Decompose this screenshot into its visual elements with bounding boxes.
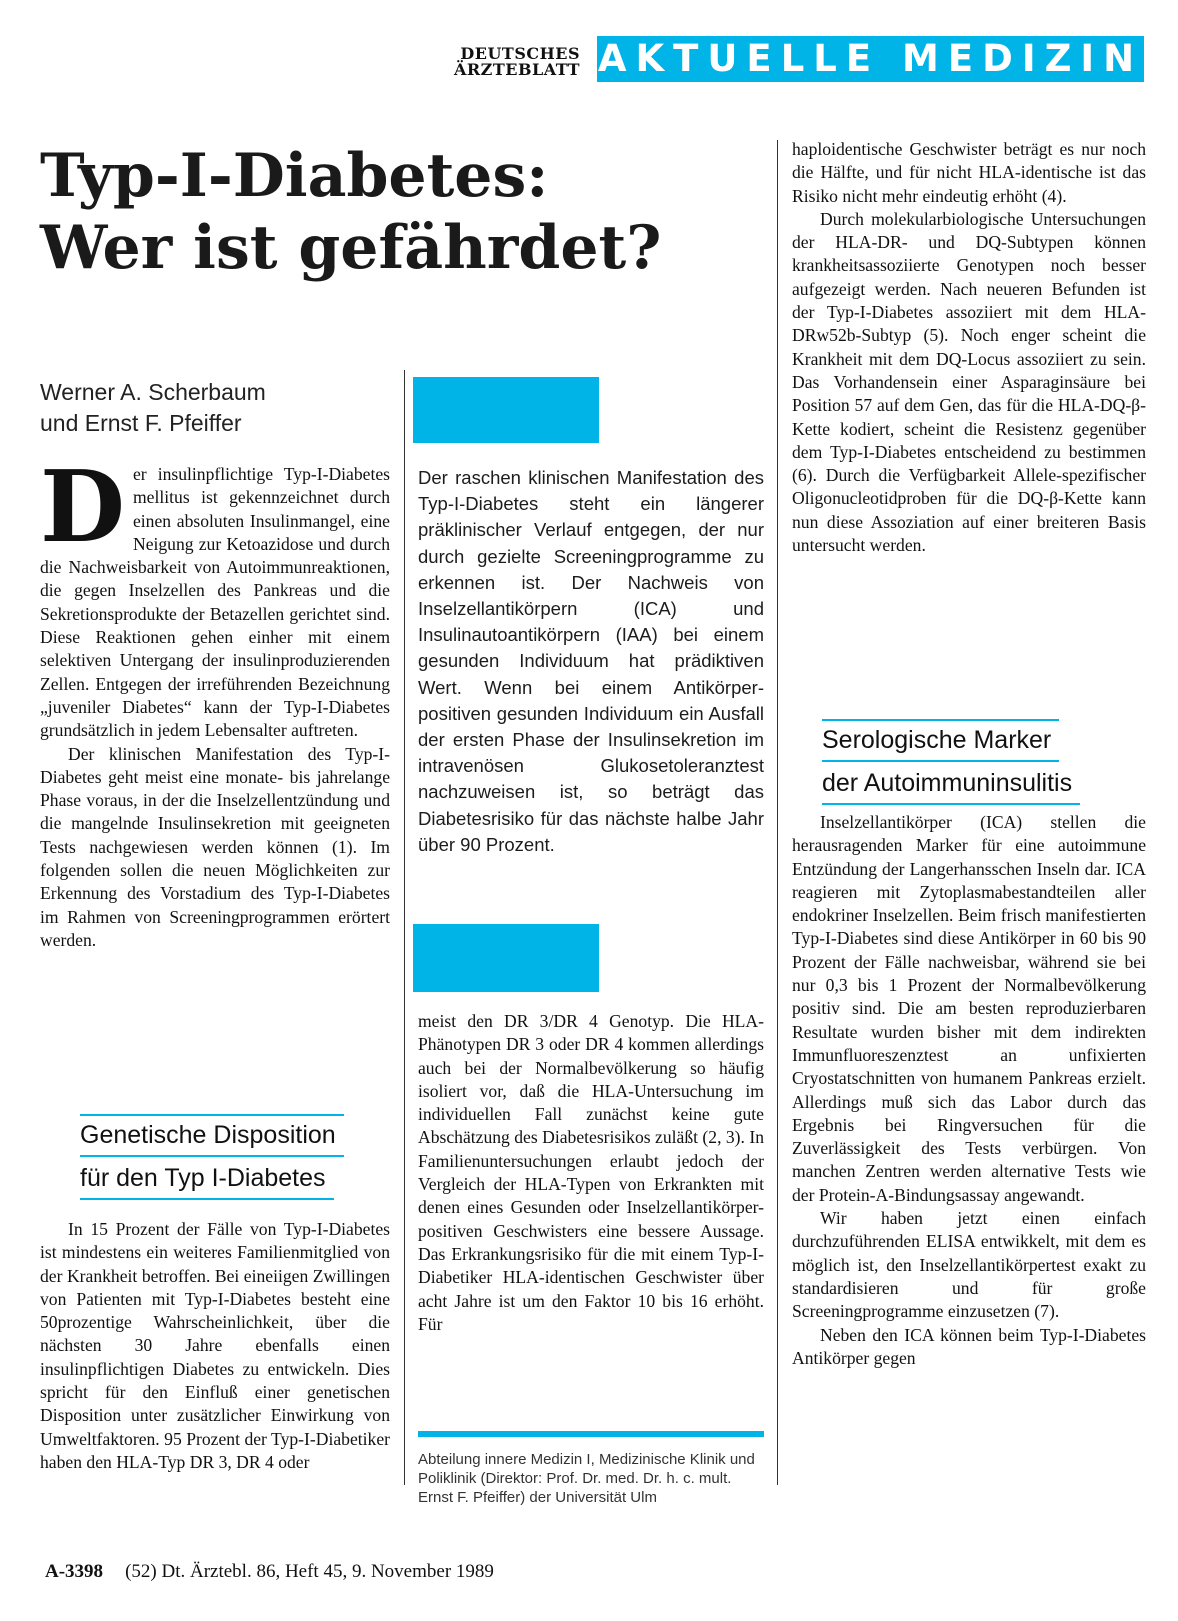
paragraph: haploidentische Geschwister beträgt es nur noch die Hälfte, und für nicht HLA-identische ist das Risiko nicht mehr eindeutig erhöht (4).: [792, 139, 1146, 206]
intro-paragraph: [40, 450, 390, 743]
title-line1: Typ-I-Diabetes:: [40, 141, 549, 211]
column-right-top: [792, 138, 1146, 557]
paragraph: In 15 Prozent der Fälle von Typ-I-Diabetes ist mindestens ein weiteres Familienmitglied von der Krankheit betroffen. Bei eineiigen Zwillingen von Patienten mit Typ-I-Diabetes besteht eine 50prozentige Wahrscheinlichkeit, über die nächsten 30 Jahre ebenfalls einen insulinpflichtigen Diabetes zu entwickeln. Dies spricht für den Einfluß einer genetischen Disposition unter zusätzlicher Einwirkung von Umweltfaktoren. 95 Prozent der Typ-I-Diabetiker haben den HLA-Typ DR 3, DR 4 oder: [40, 1219, 390, 1472]
accent-block-top: [413, 377, 599, 443]
author-line2: und Ernst F. Pfeiffer: [40, 410, 242, 436]
subheading-serological-markers: [822, 719, 1080, 807]
accent-block-middle: [413, 924, 599, 992]
subheading-genetic-disposition: [80, 1114, 344, 1202]
paragraph: Neben den ICA können beim Typ-I-Diabetes Antikörper gegen: [792, 1324, 1146, 1368]
page-number: A-3398: [45, 1561, 104, 1582]
paragraph: meist den DR 3/DR 4 Genotyp. Die HLA-Phänotypen DR 3 oder DR 4 kommen allerdings auch bei der Normalbevölkerung so häufig isoliert vor, daß die HLA-Untersuchung im individuellen Fall zunächst keine gute Abschätzung des Diabetesrisikos zuläßt (2, 3). In Familienuntersuchungen erlaubt jedoch der Vergleich der HLA-Typen von Erkrankten mit denen eines Gesunden oder Inselzellantikörper-positiven Geschwisters eine bessere Aussage. Das Erkrankungsrisiko für die mit einem Typ-I-Diabetiker HLA-identischen Geschwister über acht Jahre ist um den Faktor 10 bis 16 erhöht. Für: [418, 1011, 764, 1334]
column-rule-left: [404, 370, 405, 1485]
journal-logo: [412, 46, 580, 78]
abstract: [418, 465, 764, 858]
masthead: [0, 36, 1178, 82]
paragraph: Durch molekularbiologische Untersuchungen der HLA-DR- und DQ-Subtypen können krankheitsassoziierte Genotypen noch besser aufgezeigt werden. Nach neueren Befunden ist der Typ-I-Diabetes assoziiert mit dem HLA-DRw52b-Subtyp (5). Noch enger scheint die Krankheit mit dem DQ-Locus assoziiert zu sein. Das Vorhandensein einer Asparaginsäure bei Position 57 auf dem Gen, das für die HLA-DQ-β-Kette kodiert, scheint die Resistenz gegenüber dem Typ-I-Diabetes entscheidend zu bestimmen (6). Durch die Verfügbarkeit Allele-spezifischer Oligonucleotidproben für die DQ-β-Kette kann nun diese Assoziation auf einer breiteren Basis untersucht werden.: [792, 208, 1146, 556]
intro-text: er insulinpflichtige Typ-I-Diabetes mellitus ist gekennzeichnet durch einen absoluten Insulinmangel, eine Neigung zur Ketoazidose und durch die Nachweisbarkeit von Autoimmunreaktionen, die gegen Inselzellen des Pankreas und die Sekretionsprodukte der Betazellen gerichtet sind. Diese Reaktionen gehen einher mit einem selektiven Untergang der insulinproduzierenden Zellen. Entgegen der irreführenden Bezeichnung „juveniler Diabetes“ kann der Typ-I-Diabetes grundsätzlich in jedem Lebensalter auftreten.: [40, 464, 390, 741]
paragraph: Wir haben jetzt einen einfach durchzuführenden ELISA entwikkelt, mit dem es möglich ist, den Inselzellantikörpertest exakt zu standardisieren und für große Screeningprogramme einzusetzen (7).: [792, 1208, 1146, 1322]
abstract-text: Der raschen klinischen Manifestation des Typ-I-Diabetes steht ein längerer präklinischer Verlauf entgegen, der nur durch gezielte Screeningprogramme zu erkennen ist. Der Nachweis von Inselzellantikörpern (ICA) und Insulinautoantikörpern (IAA) bei einem gesunden Individuum hat prädiktiven Wert. Wenn bei einem Antikörper-positiven gesunden Individuum ein Ausfall der ersten Phase der Insulinsekretion im intravenösen Glukosetoleranztest nachzuweisen ist, so beträgt das Diabetesrisiko für das nächste halbe Jahr über 90 Prozent.: [418, 467, 764, 855]
subheading-line2: der Autoimmuninsulitis: [822, 764, 1080, 805]
subheading-line2: für den Typ I-Diabetes: [80, 1159, 334, 1200]
affiliation-footnote: Abteilung innere Medizin I, Medizinische Klinik und Poliklinik (Direktor: Prof. Dr. med. Dr. h. c. mult. Ernst F. Pfeiffer) der Universität Ulm: [418, 1451, 755, 1506]
column-left-bottom: [40, 1218, 390, 1474]
section-banner: AKTUELLE MEDIZIN: [597, 37, 1144, 80]
article-title: [40, 140, 770, 284]
author-line1: Werner A. Scherbaum: [40, 379, 266, 405]
journal-name-line2: ÄRZTEBLATT: [453, 60, 580, 79]
paragraph: Inselzellantikörper (ICA) stellen die herausragenden Marker für eine autoimmune Entzündung der Langerhansschen Inseln dar. ICA reagieren mit Zytoplasmabestandteilen aller endokriner Inselzellen. Beim frisch manifestierten Typ-I-Diabetes sind diese Antikörper in 60 bis 90 Prozent der Fälle nachweisbar, während sie bei nur 0,3 bis 1 Prozent der Normalbevölkerung positiv sind. Die am besten reproduzierbaren Resultate wurden bisher mit dem indirekten Immunfluoreszenztest an unfixierten Cryostatschnitten von humanem Pankreas erzielt. Allerdings muß sich das Labor durch das Ergebnis bei Ringversuchen für die Zuverlässigkeit des Tests verbürgen. Von manchen Zentren werden alternative Tests wie der Protein-A-Bindungsassay angewandt.: [792, 812, 1146, 1205]
citation: (52) Dt. Ärztebl. 86, Heft 45, 9. November 1989: [125, 1561, 494, 1582]
title-line2: Wer ist gefährdet?: [40, 213, 662, 283]
column-right-bottom: [792, 811, 1146, 1370]
subheading-line1: Serologische Marker: [822, 719, 1059, 762]
column-rule-right: [777, 140, 778, 1485]
column-left-top: [40, 450, 390, 952]
journal-name-line1: DEUTSCHES: [460, 44, 580, 63]
authors: [40, 377, 370, 439]
footnote-rule: [418, 1431, 764, 1437]
subheading-line1: Genetische Disposition: [80, 1114, 344, 1157]
page-footer: [45, 1560, 745, 1584]
column-middle: [418, 1010, 764, 1336]
paragraph: Der klinischen Manifestation des Typ-I-Diabetes geht meist eine monate- bis jahrelange Phase voraus, in der die Inselzellentzündung und die mangelnde Insulinsekretion mit geeigneten Tests nachgewiesen werden können (1). Im folgenden sollen die neuen Möglichkeiten zur Erkennung des Vorstadium des Typ-I-Diabetes im Rahmen von Screeningprogrammen erörtert werden.: [40, 743, 390, 950]
drop-cap: D: [40, 450, 125, 565]
